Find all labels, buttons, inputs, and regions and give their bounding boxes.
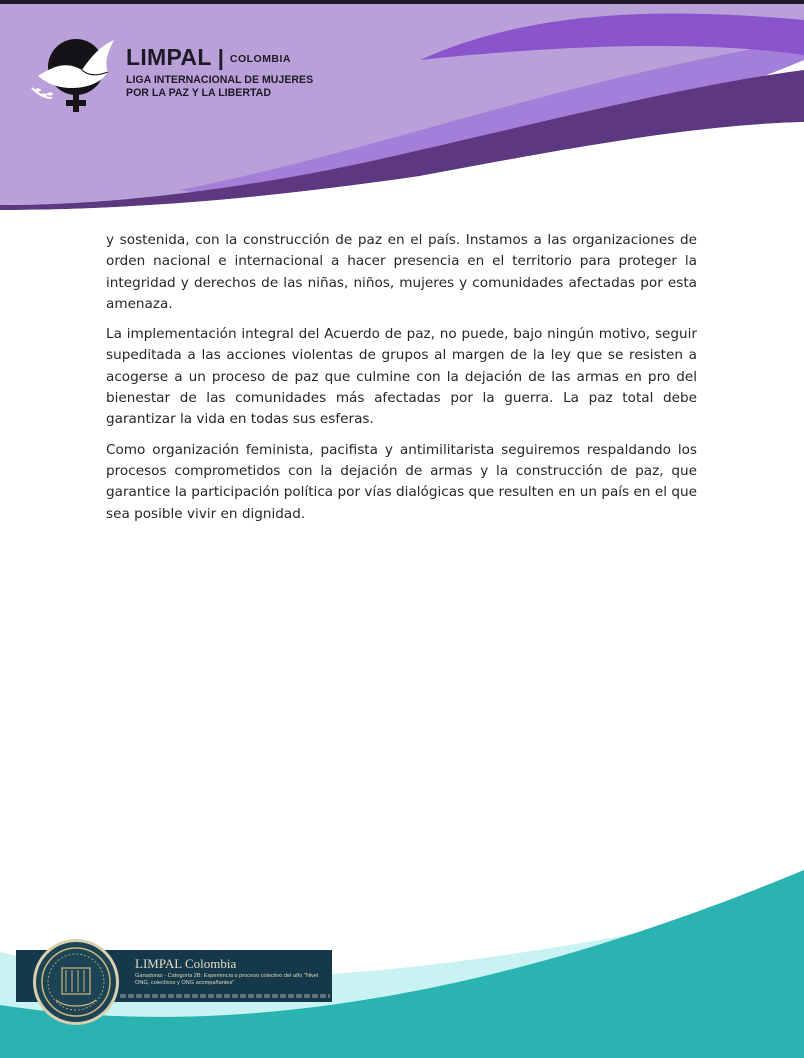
badge-decorative-strip (120, 994, 330, 998)
brand-country: COLOMBIA (229, 53, 292, 65)
badge-title: LIMPAL Colombia (135, 956, 237, 971)
brand-separator: | (217, 44, 224, 70)
body-paragraph: y sostenida, con la construcción de paz en el país. Instamos a las organizaciones de orden nacional e internacional a hacer presencia en el territorio para proteger la integridad y derechos de las niñas, niños, mujeres y comunidades afectadas por esta amenaza. (106, 232, 697, 312)
body-paragraph: La implementación integral del Acuerdo de paz, no puede, bajo ningún motivo, seguir supeditada a las acciones violentas de grupos al margen de la ley que se resisten a acogerse a un proceso de paz que culmine con la dejación de las armas en pro del bienestar de las comunidades más afectadas por la guerra. La paz total debe garantizar la vida en todas sus esferas. (106, 326, 697, 428)
body-paragraph: Como organización feminista, pacifista y antimilitarista seguiremos respaldando los procesos comprometidos con la dejación de armas y la construcción de paz, que garantice la participación política por vías dialógicas que resulten en un país en el que sea posible vivir en dignidad. (106, 441, 697, 522)
document-body (106, 230, 697, 534)
brand-name: LIMPAL (126, 44, 212, 70)
brand-subtitle-line1: LIGA INTERNACIONAL DE MUJERES (126, 74, 314, 86)
brand-subtitle (126, 74, 313, 100)
dove-venus-icon (28, 32, 128, 114)
limpal-logo (28, 32, 128, 114)
brand-block (126, 44, 313, 100)
award-seal-icon (32, 938, 120, 1026)
badge-description: Ganadoras - Categoría 2B: Experiencia o proceso colectivo del año "Nivel ONG, colectivos y ONG acompañantes" (135, 973, 319, 986)
brand-subtitle-line2: POR LA PAZ Y LA LIBERTAD (126, 87, 271, 99)
brand-line (126, 44, 313, 71)
